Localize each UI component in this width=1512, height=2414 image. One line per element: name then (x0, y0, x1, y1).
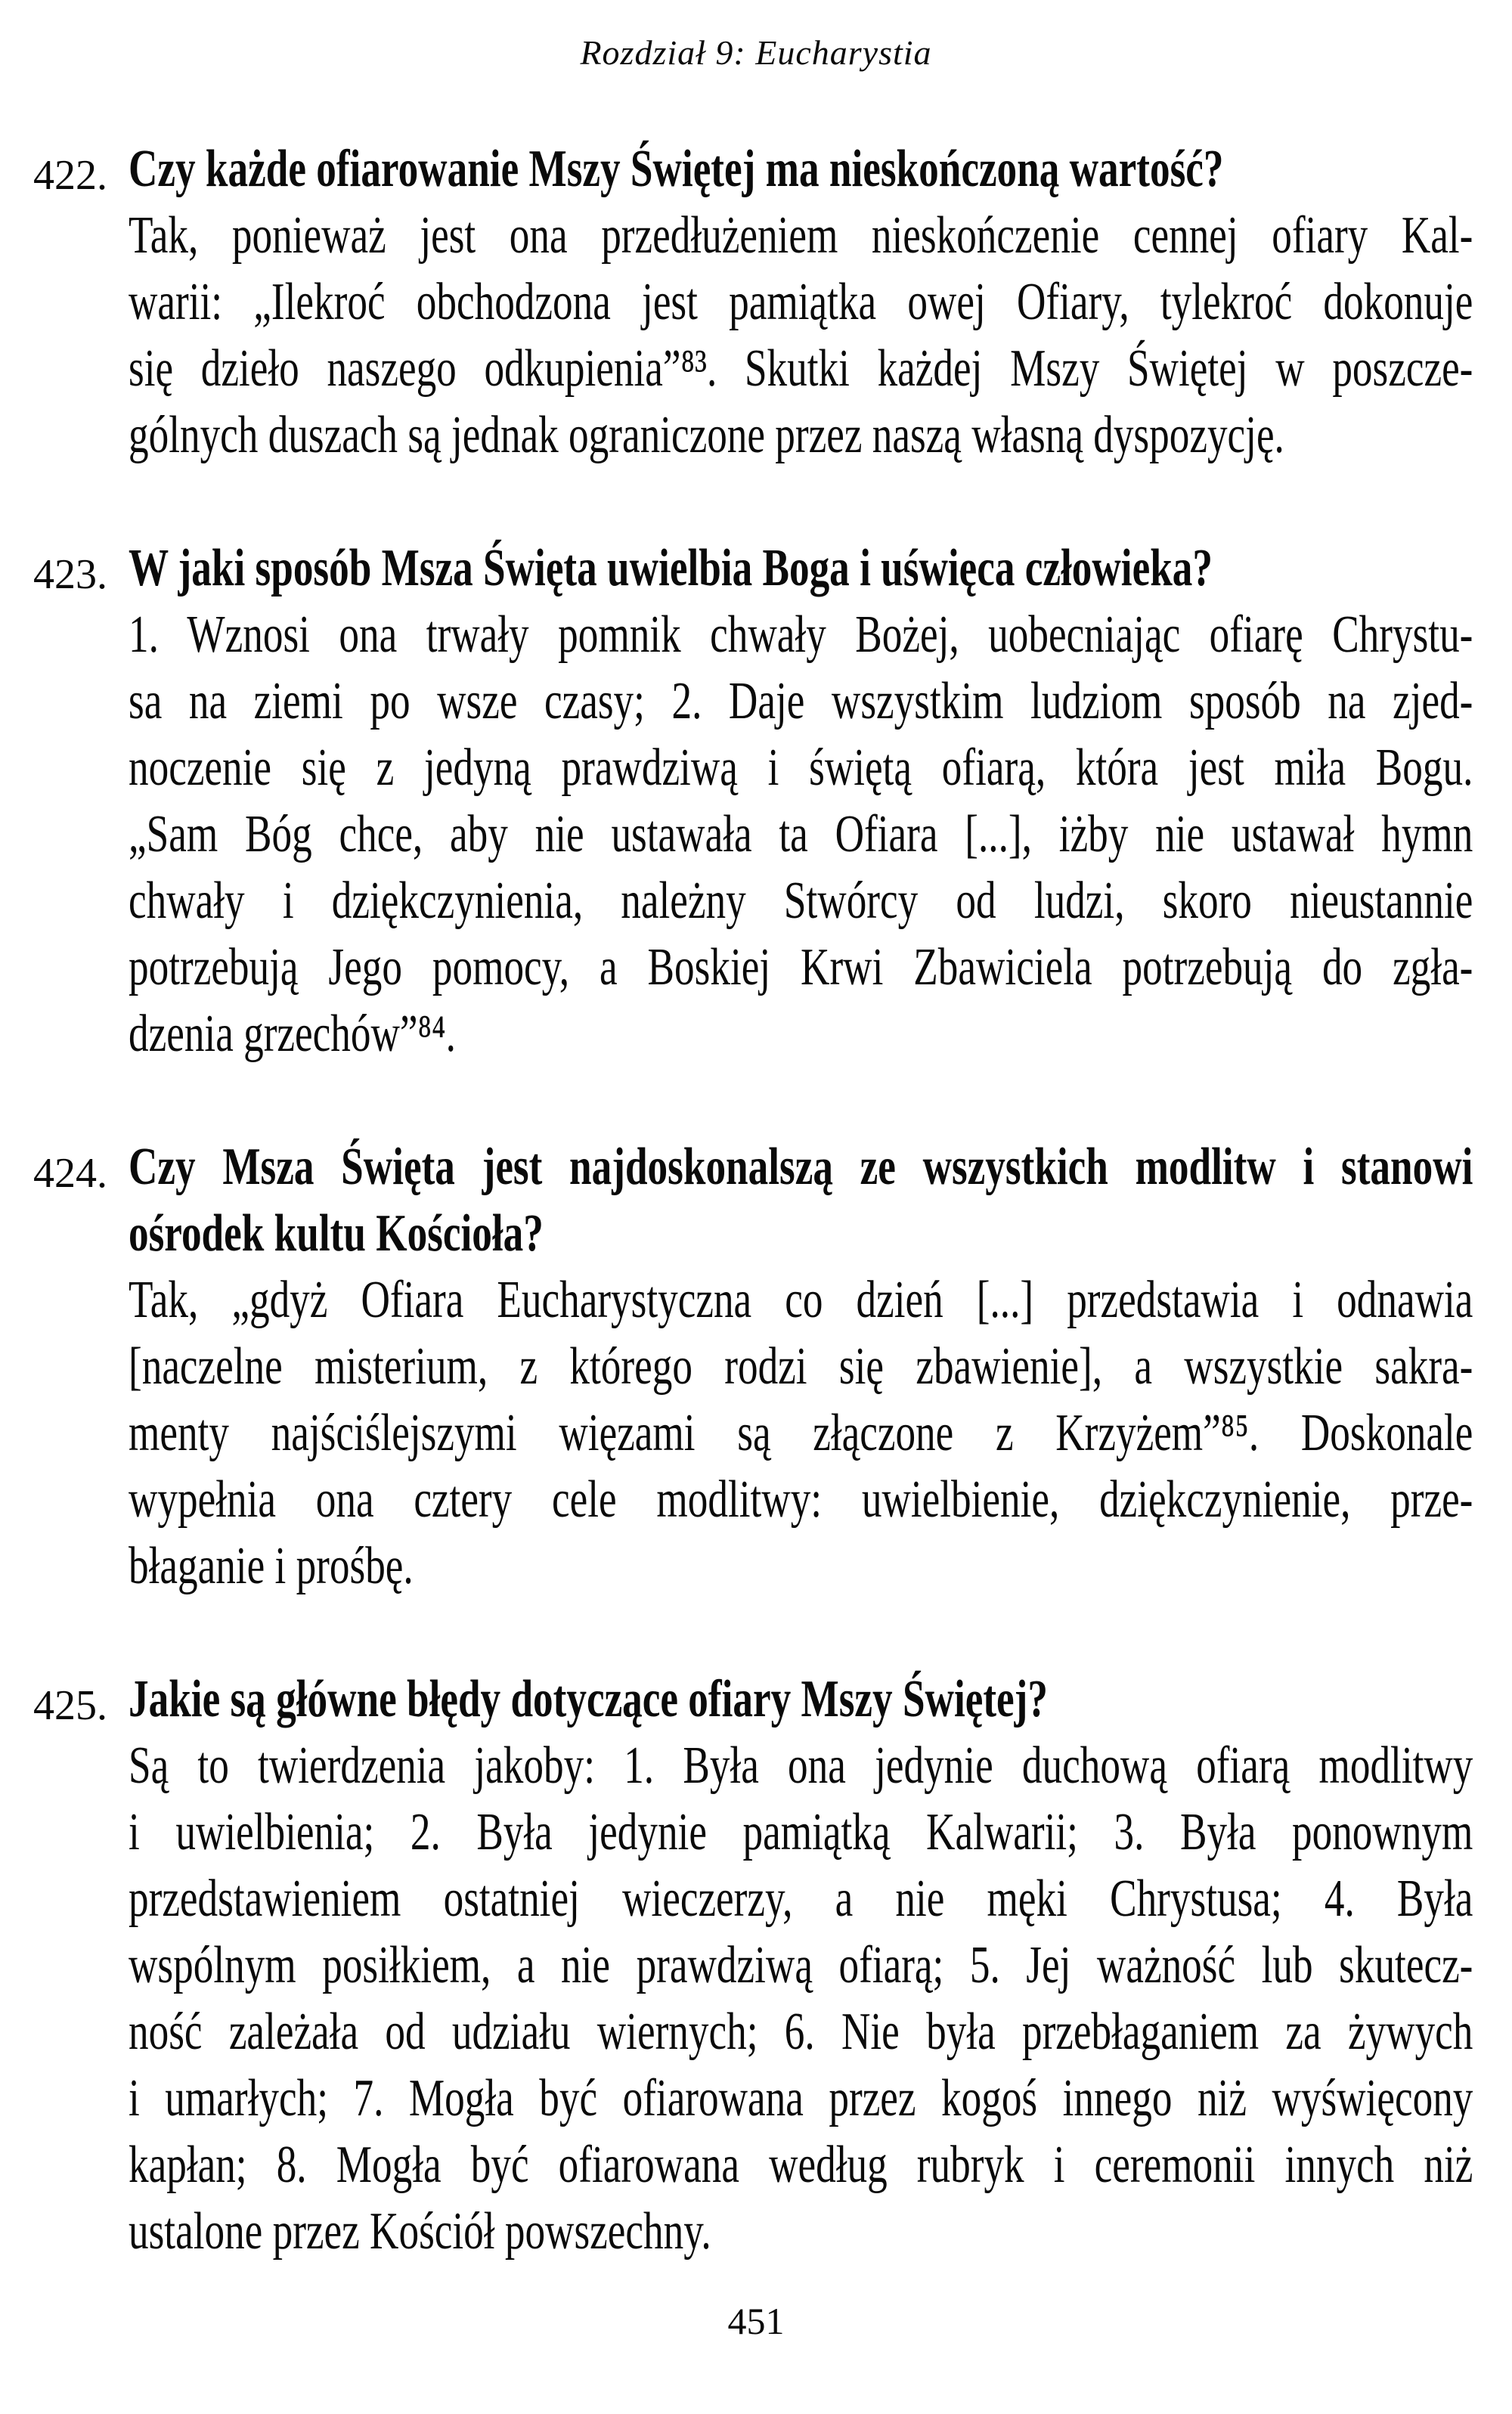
answer-line: chwały i dziękczynienia, należny Stwórcy od ludzi, skoro nieustannie (129, 872, 1473, 930)
question-block (33, 1134, 1473, 1600)
question-block (33, 136, 1473, 469)
answer-line: kapłan; 8. Mogła być ofiarowana według rubryk i ceremonii innych niż (129, 2136, 1473, 2194)
page-number: 451 (727, 2300, 785, 2342)
answer-line: [naczelne misterium, z którego rodzi się zbawienie], a wszystkie sakra- (129, 1337, 1473, 1396)
answer-line: przedstawieniem ostatniej wieczerzy, a nie męki Chrystusa; 4. Była (129, 1870, 1473, 1928)
question-block (33, 535, 1473, 1068)
answer-line: błaganie i prośbę. (129, 1537, 414, 1595)
question-line: Czy każde ofiarowanie Mszy Świętej ma nieskończoną wartość? (129, 140, 1224, 198)
qa-content (33, 136, 1473, 2332)
answer-line: warii: „Ilekroć obchodzona jest pamiątka owej Ofiary, tylekroć dokonuje (129, 273, 1473, 331)
question-line: W jaki sposób Msza Święta uwielbia Boga i uświęca człowieka? (129, 539, 1213, 597)
question-line: ośrodek kultu Kościoła? (129, 1204, 544, 1263)
answer-line: wspólnym posiłkiem, a nie prawdziwą ofiarą; 5. Jej ważność lub skutecz- (129, 1936, 1473, 1994)
answer-line: wypełnia ona cztery cele modlitwy: uwielbienie, dziękczynienie, prze- (129, 1470, 1473, 1529)
answer-line: się dzieło naszego odkupienia”⁸³. Skutki każdej Mszy Świętej w poszcze- (129, 339, 1473, 398)
question-number: 423. (33, 551, 107, 598)
question-line: Czy Msza Święta jest najdoskonalszą ze wszystkich modlitw i stanowi (129, 1138, 1473, 1196)
answer-line: menty najściślejszymi więzami są złączone z Krzyżem”⁸⁵. Doskonale (129, 1404, 1473, 1462)
answer-line: dzenia grzechów”⁸⁴. (129, 1005, 456, 1063)
answer-line: „Sam Bóg chce, aby nie ustawała ta Ofiara [...], iżby nie ustawał hymn (129, 805, 1473, 863)
answer-line: i umarłych; 7. Mogła być ofiarowana przez kogoś innego niż wyświęcony (129, 2069, 1473, 2127)
answer-line: i uwielbienia; 2. Była jedynie pamiątką Kalwarii; 3. Była ponownym (129, 1803, 1473, 1861)
answer-line: ustalone przez Kościół powszechny. (129, 2202, 711, 2261)
question-number: 422. (33, 152, 107, 199)
question-number: 424. (33, 1150, 107, 1197)
question-line: Jakie są główne błędy dotyczące ofiary Mszy Świętej? (129, 1670, 1048, 1728)
answer-line: 1. Wznosi ona trwały pomnik chwały Bożej, uobecniając ofiarę Chrystu- (129, 606, 1473, 664)
answer-line: gólnych duszach są jednak ograniczone przez naszą własną dyspozycję. (129, 406, 1284, 464)
answer-line: noczenie się z jedyną prawdziwą i świętą ofiarą, która jest miła Bogu. (129, 739, 1473, 797)
answer-line: Tak, „gdyż Ofiara Eucharystyczna co dzień [...] przedstawia i odnawia (129, 1271, 1473, 1329)
answer-line: potrzebują Jego pomocy, a Boskiej Krwi Zbawiciela potrzebują do zgła- (129, 938, 1473, 996)
answer-line: Są to twierdzenia jakoby: 1. Była ona jedynie duchową ofiarą modlitwy (129, 1737, 1473, 1795)
answer-line: ność zależała od udziału wiernych; 6. Nie była przebłaganiem za żywych (129, 2003, 1473, 2061)
question-number: 425. (33, 1682, 107, 1729)
answer-line: Tak, ponieważ jest ona przedłużeniem nieskończenie cennej ofiary Kal- (129, 206, 1473, 265)
answer-line: sa na ziemi po wsze czasy; 2. Daje wszystkim ludziom sposób na zjed- (129, 672, 1473, 730)
chapter-header: Rozdział 9: Eucharystia (580, 33, 932, 72)
question-block (33, 1666, 1473, 2265)
